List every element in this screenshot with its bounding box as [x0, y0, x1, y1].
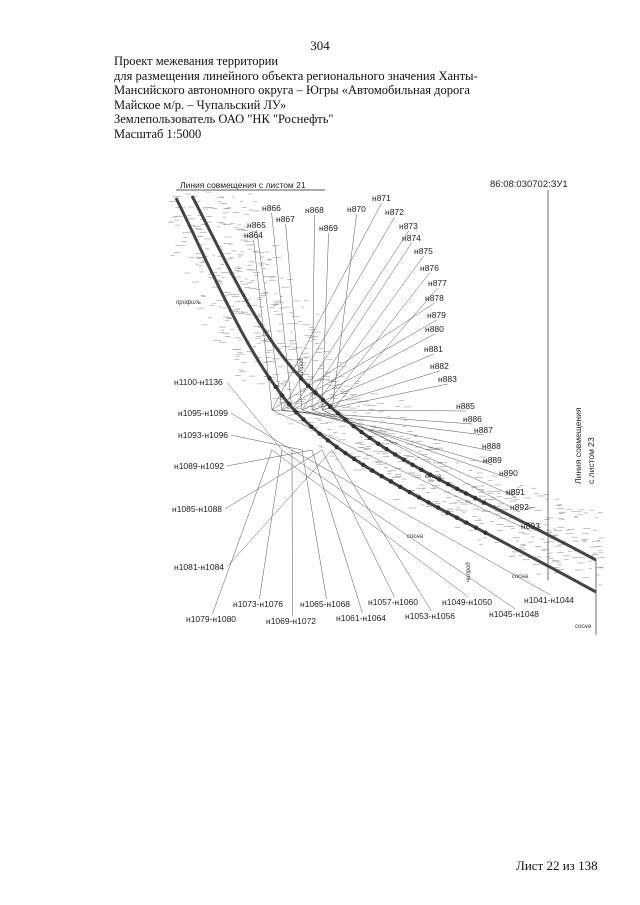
point-label: н1061-н1064 — [336, 613, 387, 623]
point-label: н874 — [402, 233, 421, 243]
header-line: Майское м/р. – Чупальский ЛУ» — [114, 97, 287, 112]
boundary-point — [393, 452, 397, 456]
point-label: н892 — [510, 502, 529, 512]
point-label: н878 — [425, 293, 444, 303]
boundary-point — [464, 521, 468, 525]
boundary-point — [352, 457, 356, 461]
boundary-point — [419, 468, 423, 472]
forest-label: сосна — [425, 474, 441, 480]
leader-line — [302, 243, 412, 410]
boundary-point — [426, 500, 430, 504]
point-label: н1095-н1099 — [178, 408, 229, 418]
boundary-point — [473, 496, 477, 500]
leader-line — [332, 410, 466, 411]
point-label: н881 — [424, 344, 443, 354]
boundary-point — [334, 445, 338, 449]
leader-line — [272, 303, 435, 410]
boundary-point — [370, 468, 374, 472]
boundary-point — [328, 404, 332, 408]
match-line-right-label-1: Линия совмещения — [573, 407, 583, 484]
leader-line — [332, 214, 357, 410]
leader-line — [312, 371, 440, 410]
leader-line — [292, 334, 435, 410]
point-label: н882 — [430, 361, 449, 371]
header-line: Мансийского автономного округа – Югры «Автомобильная дорога — [114, 83, 470, 98]
boundary-point — [464, 491, 468, 495]
boundary-point — [313, 391, 317, 395]
point-label: н1053-н1056 — [405, 611, 456, 621]
parcel-id: 86:08:030702:ЗУ1 — [490, 179, 568, 190]
point-label: н1081-н1084 — [174, 562, 225, 572]
clearing-label: чипрод — [466, 562, 472, 582]
header-line: для размещения линейного объекта регионального значения Ханты- — [114, 68, 478, 83]
boundary-point — [417, 495, 421, 499]
boundary-point — [455, 516, 459, 520]
boundary-point — [351, 424, 355, 428]
boundary-point — [343, 418, 347, 422]
forest-label: сосна — [575, 624, 591, 630]
boundary-point — [474, 526, 478, 530]
sheet-number: Лист 22 из 138 — [516, 858, 598, 873]
boundary-point — [407, 490, 411, 494]
point-label: н869 — [319, 223, 338, 233]
point-label: н868 — [305, 205, 324, 215]
leader-line — [292, 231, 409, 410]
point-label: н888 — [482, 441, 501, 451]
boundary-point — [398, 485, 402, 489]
point-label: н1057-н1060 — [368, 597, 419, 607]
boundary-point — [483, 531, 487, 535]
point-label: н889 — [483, 455, 502, 465]
leader-line — [332, 288, 438, 410]
point-label: н891 — [506, 487, 525, 497]
match-line-right-label-2: с листом 23 — [586, 437, 596, 484]
point-label: н1069-н1072 — [266, 616, 317, 626]
leader-line — [312, 256, 424, 410]
point-label: н1073-н1076 — [233, 599, 284, 609]
point-label: н1089-н1092 — [174, 461, 225, 471]
leader-line — [254, 240, 272, 410]
boundary-point — [389, 479, 393, 483]
point-label: н886 — [463, 414, 482, 424]
point-label: н871 — [372, 193, 391, 203]
boundary-point — [317, 432, 321, 436]
leader-line — [312, 450, 362, 613]
boundary-point — [384, 447, 388, 451]
point-label: н1041-н1044 — [524, 595, 575, 605]
match-line-top-label: Линия совмещения с листом 21 — [180, 180, 306, 190]
leader-line — [231, 435, 302, 450]
leader-line — [322, 450, 394, 597]
forest-label: сосна — [512, 574, 528, 580]
point-label: н872 — [385, 207, 404, 217]
point-label: н879 — [427, 310, 446, 320]
point-label: н873 — [399, 221, 418, 231]
point-label: н1093-н1096 — [178, 430, 229, 440]
leader-line — [302, 450, 326, 599]
boundary-point — [376, 441, 380, 445]
point-label: н1065-н1068 — [300, 599, 351, 609]
boundary-point — [446, 482, 450, 486]
leader-line — [286, 224, 302, 410]
boundary-point — [309, 425, 313, 429]
page-number: 304 — [310, 38, 330, 53]
boundary-point — [410, 463, 414, 467]
point-label: н864 — [244, 230, 263, 240]
boundary-point — [455, 487, 459, 491]
point-label: н1079-н1080 — [186, 614, 237, 624]
header-line: Масштаб 1:5000 — [114, 126, 202, 141]
leader-line — [231, 413, 292, 450]
point-label: н890 — [499, 468, 518, 478]
point-label: н867 — [276, 214, 295, 224]
point-label: н883 — [438, 374, 457, 384]
leader-line — [272, 203, 382, 410]
point-label: н865 — [247, 220, 266, 230]
boundary-point — [287, 402, 291, 406]
boundary-point — [361, 463, 365, 467]
boundary-point — [482, 500, 486, 504]
leader-line — [259, 450, 282, 599]
boundary-point — [306, 384, 310, 388]
boundary-point — [273, 385, 277, 389]
clearing-label: чипрод — [299, 358, 305, 378]
boundary-point — [445, 510, 449, 514]
boundary-point — [359, 430, 363, 434]
boundary-point — [368, 436, 372, 440]
boundary-point — [321, 398, 325, 402]
boundary-point — [301, 417, 305, 421]
point-label: н1049-н1050 — [442, 597, 493, 607]
point-label: н875 — [414, 246, 433, 256]
point-label: н893 — [521, 521, 540, 531]
header-line: Землепользователь ОАО "НК "Роснефть" — [114, 112, 334, 127]
point-label: н880 — [425, 324, 444, 334]
boundary-point — [326, 438, 330, 442]
leader-line — [282, 217, 395, 410]
point-label: н887 — [474, 425, 493, 435]
boundary-point — [267, 376, 271, 380]
point-label: н877 — [428, 278, 447, 288]
boundary-point — [294, 410, 298, 414]
point-label: н1100-н1136 — [174, 377, 223, 387]
point-label: н1085-н1088 — [172, 504, 223, 514]
forest-label: сосна — [407, 534, 423, 540]
boundary-point — [343, 451, 347, 455]
leader-line — [292, 410, 492, 451]
point-label: н876 — [420, 263, 439, 273]
point-label: н866 — [262, 203, 281, 213]
road-outer-boundary — [192, 196, 596, 560]
point-label: н870 — [347, 204, 366, 214]
point-label: н1045-н1048 — [489, 609, 540, 619]
boundary-point — [402, 458, 406, 462]
header-line: Проект межевания территории — [114, 54, 279, 68]
point-label: н885 — [456, 401, 475, 411]
leader-line — [212, 450, 272, 614]
profile-label: профиль — [176, 300, 201, 306]
boundary-point — [336, 411, 340, 415]
boundary-point — [436, 505, 440, 509]
boundary-point — [379, 474, 383, 478]
boundary-point — [280, 393, 284, 397]
